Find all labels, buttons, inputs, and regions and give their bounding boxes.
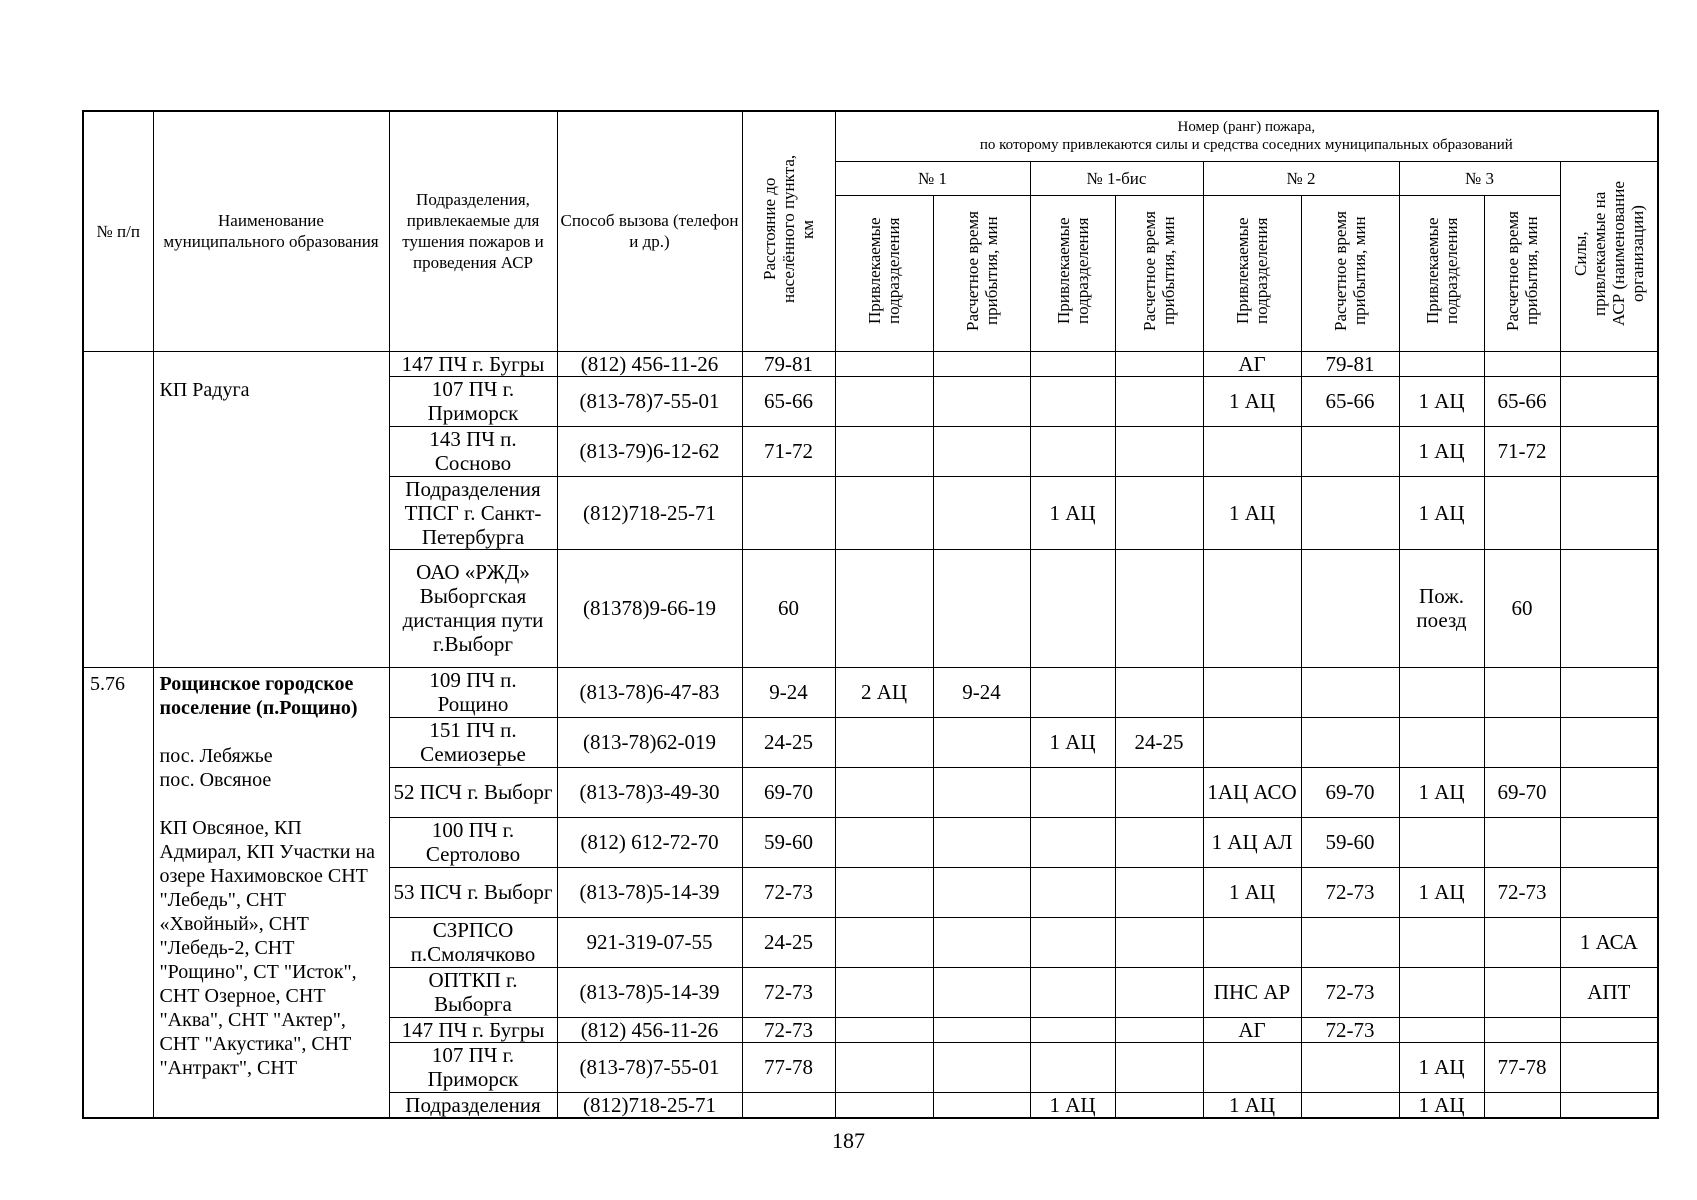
table-cell (1560, 767, 1658, 817)
rank-1-header: № 1 (835, 161, 1030, 195)
table-cell: АГ (1203, 351, 1301, 376)
table-cell (835, 717, 933, 767)
table-cell: 1 АЦ (1030, 476, 1115, 549)
table-cell (1115, 917, 1203, 967)
table-cell (1560, 817, 1658, 867)
table-cell (835, 476, 933, 549)
table-cell (1115, 967, 1203, 1017)
col-call-header: Способ вызова (телефон и др.) (557, 111, 742, 351)
table-cell (1203, 717, 1301, 767)
table-cell: СЗРПСО п.Смолячково (389, 917, 557, 967)
table-cell (1203, 549, 1301, 667)
table-cell (1030, 1042, 1115, 1092)
table-cell (1301, 917, 1399, 967)
table-cell (933, 1092, 1030, 1118)
fire-forces-table (82, 110, 1659, 1119)
table-cell: 79-81 (742, 351, 835, 376)
table-cell (1560, 667, 1658, 717)
table-cell: (813-78)5-14-39 (557, 967, 742, 1017)
r1-units-header (835, 195, 933, 351)
table-cell: 143 ПЧ п. Сосново (389, 426, 557, 476)
table-cell: 9-24 (742, 667, 835, 717)
table-cell (1030, 351, 1115, 376)
table-cell: (813-78)3-49-30 (557, 767, 742, 817)
rank-title-line2: по которому привлекаются силы и средства соседних муниципальных образований (979, 137, 1513, 154)
table-cell: 1 АЦ (1030, 1092, 1115, 1118)
table-cell (835, 967, 933, 1017)
table-cell (835, 426, 933, 476)
table-cell: (813-78)6-47-83 (557, 667, 742, 717)
table-cell: 72-73 (1484, 867, 1560, 917)
table-cell: 71-72 (742, 426, 835, 476)
table-cell (1301, 1042, 1399, 1092)
table-cell (835, 817, 933, 867)
table-cell (835, 767, 933, 817)
table-cell: 69-70 (1301, 767, 1399, 817)
table-cell (1484, 817, 1560, 867)
table-cell (1115, 426, 1203, 476)
table-cell (1484, 1092, 1560, 1118)
table-cell (1030, 1017, 1115, 1042)
table-cell: 921-319-07-55 (557, 917, 742, 967)
table-cell (1115, 867, 1203, 917)
table-cell (1301, 717, 1399, 767)
table-cell (1399, 817, 1484, 867)
table-cell (835, 351, 933, 376)
row-number-cell: 5.76 (83, 667, 153, 1118)
table-cell (1203, 917, 1301, 967)
table-cell: (813-78)7-55-01 (557, 1042, 742, 1092)
table-cell (1115, 351, 1203, 376)
table-cell: 60 (742, 549, 835, 667)
table-cell (742, 476, 835, 549)
table-cell: Пож. поезд (1399, 549, 1484, 667)
municipality-cell (153, 351, 389, 667)
table-cell: 109 ПЧ п. Рощино (389, 667, 557, 717)
municipality-settlements: КП Овсяное, КП Адмирал, КП Участки на озере Нахимовское СНТ "Лебедь", СНТ «Хвойный», СНТ "Лебедь-2, СНТ "Рощино", СТ "Исток", СНТ Озерное, СНТ "Аква", СНТ "Актер", СНТ "Акустика", СНТ "Антракт", СНТ (159, 816, 376, 1079)
table-cell (1399, 351, 1484, 376)
table-cell (1484, 967, 1560, 1017)
table-cell: 72-73 (742, 867, 835, 917)
table-cell: 1 АЦ (1399, 867, 1484, 917)
table-cell: 72-73 (742, 967, 835, 1017)
table-cell (1560, 476, 1658, 549)
table-cell: 107 ПЧ г. Приморск (389, 376, 557, 426)
table-cell (1560, 1042, 1658, 1092)
table-cell: 72-73 (742, 1017, 835, 1042)
table-cell (742, 1092, 835, 1118)
table-cell: (81378)9-66-19 (557, 549, 742, 667)
table-cell: 59-60 (742, 817, 835, 867)
table-cell: 69-70 (742, 767, 835, 817)
table-cell (1115, 476, 1203, 549)
table-cell: 52 ПСЧ г. Выборг (389, 767, 557, 817)
table-cell (933, 476, 1030, 549)
table-cell (1030, 867, 1115, 917)
municipality-cell (153, 667, 389, 1118)
table-cell: ОАО «РЖД» Выборгская дистанция пути г.Выборг (389, 549, 557, 667)
table-cell: 1 АЦ (1399, 1042, 1484, 1092)
table-cell (933, 767, 1030, 817)
table-cell (1560, 549, 1658, 667)
col-name-header: Наименование муниципального образования (153, 111, 389, 351)
table-cell: 151 ПЧ п. Семиозерье (389, 717, 557, 767)
sub-units-label: Привлекаемые подразделения (1422, 217, 1461, 324)
table-cell: 24-25 (742, 717, 835, 767)
table-cell (1301, 1092, 1399, 1118)
municipality-villages: пос. Лебяжье пос. Овсяное (159, 744, 273, 791)
table-cell (1484, 1017, 1560, 1042)
table-cell (933, 917, 1030, 967)
sub-units-label: Привлекаемые подразделения (1053, 217, 1092, 324)
table-cell (1030, 426, 1115, 476)
table-cell: (812)718-25-71 (557, 1092, 742, 1118)
table-cell (1115, 549, 1203, 667)
table-cell: 59-60 (1301, 817, 1399, 867)
table-cell (933, 426, 1030, 476)
rank-2-header: № 2 (1203, 161, 1399, 195)
rank-1bis-header: № 1-бис (1030, 161, 1203, 195)
table-cell (1115, 1042, 1203, 1092)
table-cell (933, 549, 1030, 667)
table-cell (1030, 549, 1115, 667)
table-cell: 77-78 (742, 1042, 835, 1092)
table-cell (1115, 376, 1203, 426)
table-cell: (812) 612-72-70 (557, 817, 742, 867)
table-cell (933, 1042, 1030, 1092)
table-cell (1030, 917, 1115, 967)
table-cell: 9-24 (933, 667, 1030, 717)
table-cell: 107 ПЧ г. Приморск (389, 1042, 557, 1092)
table-cell: 24-25 (742, 917, 835, 967)
table-cell (1560, 867, 1658, 917)
table-cell (1301, 426, 1399, 476)
table-cell (1399, 667, 1484, 717)
table-cell (1560, 1017, 1658, 1042)
sub-time-label: Расчетное время прибытия, мин (962, 210, 1001, 331)
table-cell (933, 351, 1030, 376)
table-cell: 1 АЦ (1399, 426, 1484, 476)
table-cell (1560, 717, 1658, 767)
table-cell: 1 АЦ (1203, 867, 1301, 917)
sub-time-label: Расчетное время прибытия, мин (1140, 210, 1178, 331)
table-cell (1203, 667, 1301, 717)
table-cell (1115, 1092, 1203, 1118)
table-row (83, 667, 1658, 717)
r1bis-units-header (1030, 195, 1115, 351)
table-cell: (813-78)62-019 (557, 717, 742, 767)
table-cell (835, 917, 933, 967)
table-cell (1560, 1092, 1658, 1118)
table-cell: 60 (1484, 549, 1560, 667)
table-cell: 1 АСА (1560, 917, 1658, 967)
table-cell (835, 376, 933, 426)
page-number: 187 (832, 1128, 865, 1153)
r1-time-header (933, 195, 1030, 351)
r2-units-header (1203, 195, 1301, 351)
table-cell: 77-78 (1484, 1042, 1560, 1092)
table-cell: Подразделения ТПСГ г. Санкт-Петербурга (389, 476, 557, 549)
row-number-cell (83, 351, 153, 667)
table-cell (1484, 476, 1560, 549)
table-body (83, 351, 1658, 1118)
table-cell: 1 АЦ (1203, 376, 1301, 426)
table-cell: Подразделения (389, 1092, 557, 1118)
distance-label: Расстояние до населённого пункта, км (760, 154, 817, 303)
table-cell: 1 АЦ (1399, 1092, 1484, 1118)
table-cell (1560, 351, 1658, 376)
table-cell: 147 ПЧ г. Бугры (389, 1017, 557, 1042)
table-cell (1203, 426, 1301, 476)
rank-title-line1: Номер (ранг) пожара, (1177, 119, 1316, 136)
table-cell: 1 АЦ АЛ (1203, 817, 1301, 867)
sub-time-label: Расчетное время прибытия, мин (1331, 210, 1369, 331)
table-cell (835, 867, 933, 917)
table-cell: 79-81 (1301, 351, 1399, 376)
table-cell: 65-66 (1484, 376, 1560, 426)
table-cell: 1 АЦ (1203, 1092, 1301, 1118)
table-cell: 65-66 (1301, 376, 1399, 426)
table-cell (1030, 817, 1115, 867)
r3-time-header (1484, 195, 1560, 351)
table-cell (835, 1042, 933, 1092)
table-cell: (813-78)5-14-39 (557, 867, 742, 917)
table-cell (1399, 917, 1484, 967)
asr-header (1560, 161, 1658, 351)
table-cell: 24-25 (1115, 717, 1203, 767)
table-cell: 53 ПСЧ г. Выборг (389, 867, 557, 917)
table-cell (933, 867, 1030, 917)
table-cell (835, 1092, 933, 1118)
table-cell: (812) 456-11-26 (557, 351, 742, 376)
table-cell: 100 ПЧ г. Сертолово (389, 817, 557, 867)
table-cell: ПНС АР (1203, 967, 1301, 1017)
col-num-header: № п/п (83, 111, 153, 351)
table-cell (1115, 817, 1203, 867)
table-cell: 147 ПЧ г. Бугры (389, 351, 557, 376)
table-cell: 69-70 (1484, 767, 1560, 817)
table-cell: 71-72 (1484, 426, 1560, 476)
table-cell (933, 717, 1030, 767)
r3-units-header (1399, 195, 1484, 351)
table-row (83, 351, 1658, 376)
table-cell: 1 АЦ (1399, 476, 1484, 549)
table-cell: (812) 456-11-26 (557, 1017, 742, 1042)
table-cell: 1АЦ АСО (1203, 767, 1301, 817)
table-cell: (812)718-25-71 (557, 476, 742, 549)
table-cell (933, 1017, 1030, 1042)
table-cell (1030, 967, 1115, 1017)
table-cell (1030, 667, 1115, 717)
rank-header (835, 111, 1658, 161)
r1bis-time-header (1115, 195, 1203, 351)
table-cell (1399, 1017, 1484, 1042)
table-cell (1560, 426, 1658, 476)
table-cell (1030, 767, 1115, 817)
table-cell: 1 АЦ (1030, 717, 1115, 767)
municipality-name: КП Радуга (159, 378, 250, 401)
sub-units-label: Привлекаемые подразделения (865, 217, 903, 324)
table-cell (1115, 667, 1203, 717)
col-units-header: Подразделения, привлекаемые для тушения пожаров и проведения АСР (389, 111, 557, 351)
table-cell: АПТ (1560, 967, 1658, 1017)
col-distance-header (742, 111, 835, 351)
table-cell: 1 АЦ (1399, 376, 1484, 426)
table-cell (1301, 476, 1399, 549)
table-cell (1301, 667, 1399, 717)
municipality-title: Рощинское городское поселение (п.Рощино) (159, 672, 358, 719)
table-cell: ОПТКП г. Выборга (389, 967, 557, 1017)
table-cell: (813-78)7-55-01 (557, 376, 742, 426)
table-cell (933, 967, 1030, 1017)
table-cell (1484, 667, 1560, 717)
table-cell (1399, 717, 1484, 767)
table-cell: 65-66 (742, 376, 835, 426)
rank-3-header: № 3 (1399, 161, 1560, 195)
table-cell (835, 549, 933, 667)
table-cell (933, 817, 1030, 867)
table-cell (1560, 376, 1658, 426)
table-cell: (813-79)6-12-62 (557, 426, 742, 476)
table-cell (835, 1017, 933, 1042)
table-cell: 1 АЦ (1399, 767, 1484, 817)
table-cell (1484, 351, 1560, 376)
table-cell (1301, 549, 1399, 667)
table-cell (933, 376, 1030, 426)
table-cell (1399, 967, 1484, 1017)
table-cell (1484, 717, 1560, 767)
table-cell (1203, 1042, 1301, 1092)
table-cell: 2 АЦ (835, 667, 933, 717)
table-cell: 72-73 (1301, 1017, 1399, 1042)
sub-units-label: Привлекаемые подразделения (1233, 217, 1271, 324)
table-cell: 1 АЦ (1203, 476, 1301, 549)
table-cell (1115, 767, 1203, 817)
table-cell (1484, 917, 1560, 967)
table-cell: АГ (1203, 1017, 1301, 1042)
asr-label: Силы, привлекаемые на АСР (наименование организации) (1570, 181, 1647, 326)
table-cell (1115, 1017, 1203, 1042)
table-cell (1030, 376, 1115, 426)
table-cell: 72-73 (1301, 867, 1399, 917)
r2-time-header (1301, 195, 1399, 351)
table-cell: 72-73 (1301, 967, 1399, 1017)
sub-time-label: Расчетное время прибытия, мин (1503, 210, 1541, 331)
